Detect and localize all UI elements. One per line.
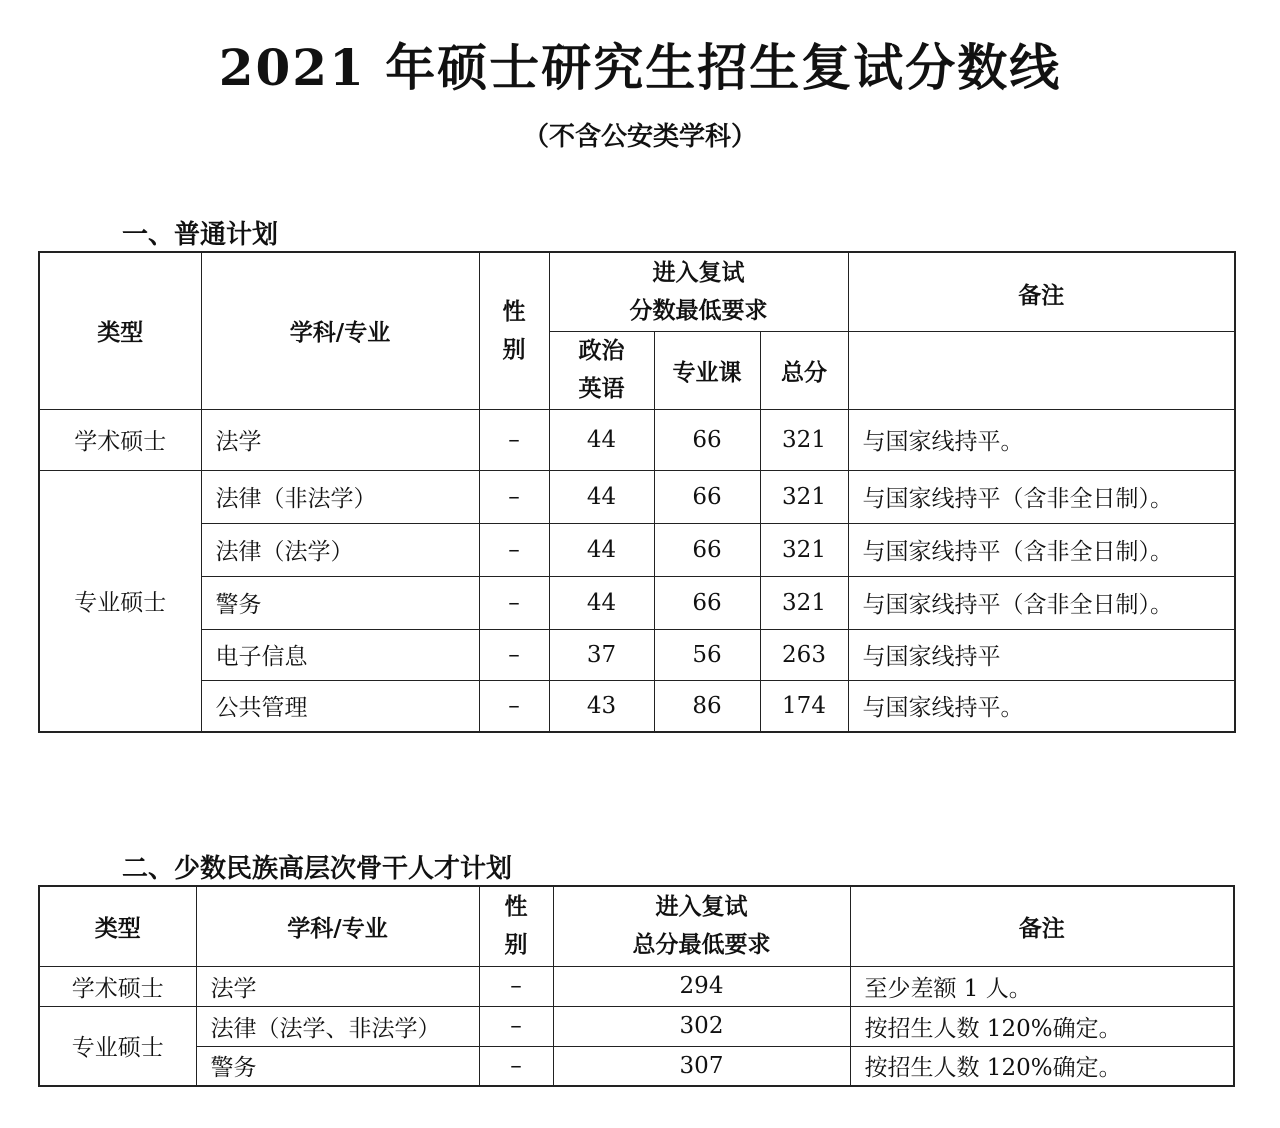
- section-heading-regular-plan: 一、普通计划: [122, 220, 279, 250]
- cell-gender: –: [479, 470, 549, 523]
- cell-subject: 法学: [196, 966, 479, 1006]
- cell-major: 86: [654, 680, 760, 732]
- cell-total: 321: [760, 523, 848, 576]
- cell-remark: 与国家线持平（含非全日制）。: [848, 576, 1235, 629]
- header-remarks: 备注: [850, 886, 1234, 966]
- cell-total: 321: [760, 409, 848, 470]
- minority-plan-table: [38, 885, 1235, 1087]
- cell-remark: 与国家线持平（含非全日制）。: [848, 523, 1235, 576]
- cell-politics-english: 44: [549, 409, 654, 470]
- cell-major: 66: [654, 523, 760, 576]
- cell-politics-english: 43: [549, 680, 654, 732]
- group-professional: 专业硕士: [39, 470, 201, 732]
- header-subject: 学科/专业: [196, 886, 479, 966]
- cell-gender: –: [479, 1006, 553, 1046]
- cell-subject: 法学: [201, 409, 479, 470]
- cell-major: 66: [654, 409, 760, 470]
- header-major-course: 专业课: [654, 331, 760, 409]
- header-politics-line2: 英语: [578, 376, 625, 402]
- cell-subject: 警务: [201, 576, 479, 629]
- cell-total: 321: [760, 470, 848, 523]
- cell-politics-english: 44: [549, 470, 654, 523]
- cell-remark: 与国家线持平。: [848, 680, 1235, 732]
- cell-major: 66: [654, 576, 760, 629]
- cell-gender: –: [479, 966, 553, 1006]
- cell-politics-english: 37: [549, 629, 654, 680]
- table-row: [39, 629, 1235, 680]
- cell-total: 174: [760, 680, 848, 732]
- cell-remark: 至少差额 1 人。: [850, 966, 1234, 1006]
- table-row: [39, 1046, 1234, 1086]
- table-row: [39, 576, 1235, 629]
- table-row: [39, 966, 1234, 1006]
- regular-plan-table: [38, 251, 1236, 733]
- cell-remark: 按招生人数 120%确定。: [850, 1046, 1234, 1086]
- cell-gender: –: [479, 680, 549, 732]
- cell-remark: 按招生人数 120%确定。: [850, 1006, 1234, 1046]
- cell-gender: –: [479, 629, 549, 680]
- cell-total: 294: [553, 966, 850, 1006]
- cell-subject: 法律（法学）: [201, 523, 479, 576]
- header-score-line2: 总分最低要求: [632, 932, 771, 959]
- header-gender-line2: 别: [502, 336, 526, 363]
- header-type: 类型: [39, 252, 201, 409]
- table-row: [39, 470, 1235, 523]
- cell-total: 307: [553, 1046, 850, 1086]
- table-row: [39, 523, 1235, 576]
- cell-remark: 与国家线持平（含非全日制）。: [848, 470, 1235, 523]
- header-gender-line2: 别: [504, 932, 528, 959]
- group-academic: 学术硕士: [39, 409, 201, 470]
- header-score-line1: 进入复试: [652, 259, 745, 286]
- header-subject: 学科/专业: [201, 252, 479, 409]
- group-professional: 专业硕士: [39, 1006, 196, 1086]
- header-total: 总分: [760, 331, 848, 409]
- header-score-requirement: [553, 886, 850, 966]
- cell-remark: 与国家线持平。: [848, 409, 1235, 470]
- cell-subject: 法律（非法学）: [201, 470, 479, 523]
- header-remarks-blank: [848, 331, 1235, 409]
- cell-total: 302: [553, 1006, 850, 1046]
- header-score-requirement: [549, 252, 848, 331]
- cell-gender: –: [479, 1046, 553, 1086]
- table-row: [39, 1006, 1234, 1046]
- cell-total: 321: [760, 576, 848, 629]
- section-heading-minority-plan: 二、少数民族高层次骨干人才计划: [122, 854, 513, 884]
- table-row: [39, 680, 1235, 732]
- cell-gender: –: [479, 409, 549, 470]
- cell-politics-english: 44: [549, 576, 654, 629]
- cell-total: 263: [760, 629, 848, 680]
- cell-subject: 电子信息: [201, 629, 479, 680]
- cell-major: 56: [654, 629, 760, 680]
- cell-politics-english: 44: [549, 523, 654, 576]
- cell-gender: –: [479, 523, 549, 576]
- header-politics-english: [549, 331, 654, 409]
- cell-subject: 公共管理: [201, 680, 479, 732]
- cell-subject: 警务: [196, 1046, 479, 1086]
- cell-subject: 法律（法学、非法学）: [196, 1006, 479, 1046]
- cell-remark: 与国家线持平: [848, 629, 1235, 680]
- header-gender-line1: 性: [502, 298, 526, 325]
- cell-major: 66: [654, 470, 760, 523]
- page-title: 2021 年硕士研究生招生复试分数线: [218, 38, 1062, 97]
- header-gender-line1: 性: [504, 894, 528, 921]
- header-politics-line1: 政治: [578, 338, 625, 364]
- header-gender: [479, 252, 549, 409]
- header-score-line2: 分数最低要求: [629, 297, 768, 324]
- cell-gender: –: [479, 576, 549, 629]
- header-type: 类型: [39, 886, 196, 966]
- header-remarks: 备注: [848, 252, 1235, 331]
- page-subtitle: （不含公安类学科）: [522, 122, 757, 152]
- header-gender: [479, 886, 553, 966]
- header-score-line1: 进入复试: [655, 894, 748, 921]
- group-academic: 学术硕士: [39, 966, 196, 1006]
- table-row: [39, 409, 1235, 470]
